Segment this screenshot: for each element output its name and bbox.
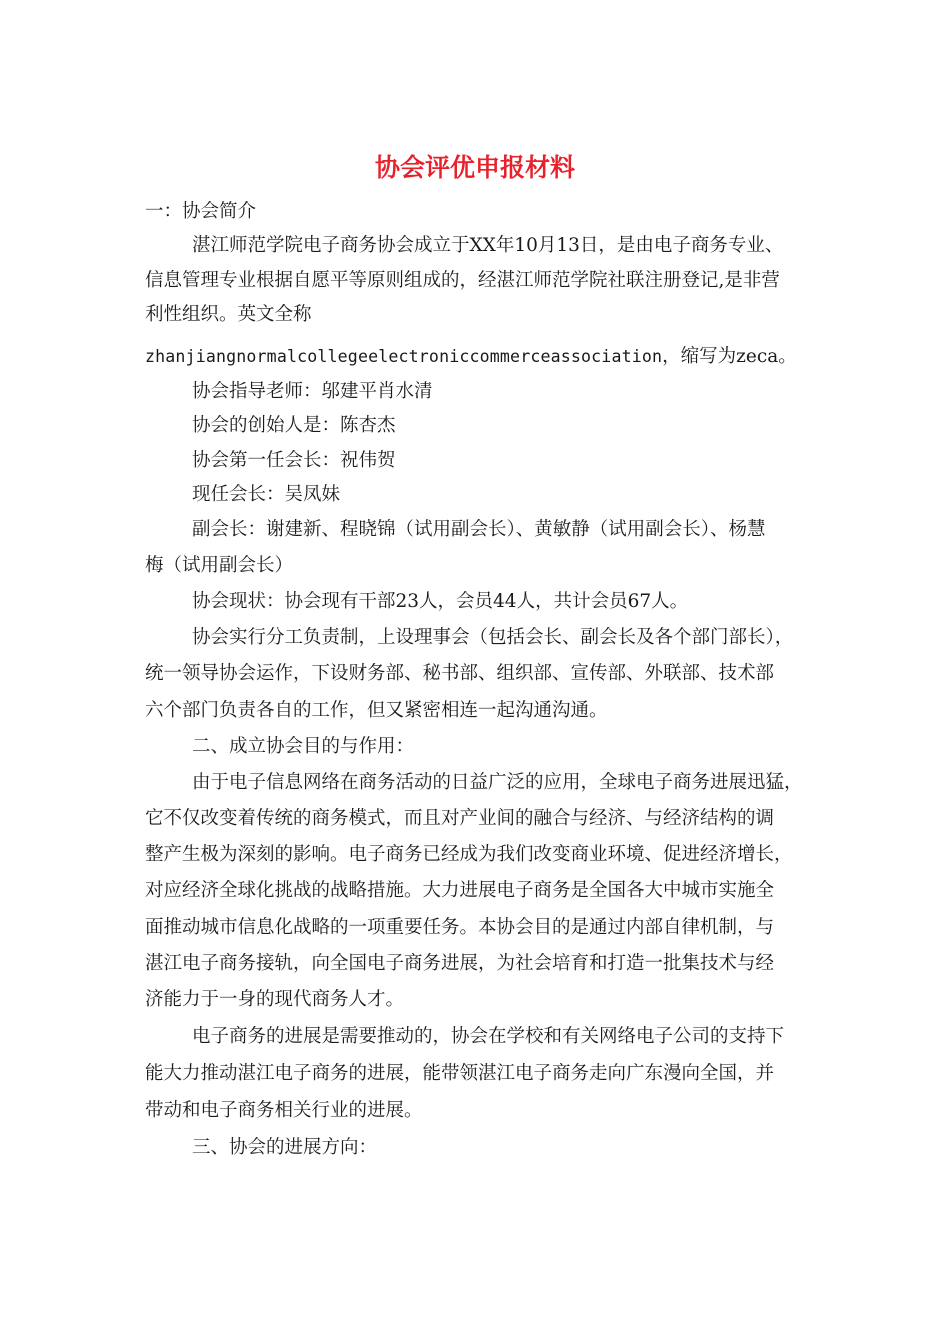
status-line: 协会现状：协会现有干部23人，会员44人，共计会员67人。: [192, 591, 689, 612]
vice-president-line-cont: 梅（试用副会长）: [145, 555, 294, 576]
section-heading-purpose: 二、成立协会目的与作用：: [192, 736, 415, 757]
abbreviation-text: ，缩写为zeca。: [662, 346, 797, 367]
section-heading-direction: 三、协会的进展方向：: [192, 1137, 378, 1158]
paragraph-line: 带动和电子商务相关行业的进展。: [145, 1100, 423, 1121]
paragraph-line: 电子商务的进展是需要推动的，协会在学校和有关网络电子公司的支持下: [192, 1026, 785, 1047]
paragraph-line: 整产生极为深刻的影响。电子商务已经成为我们改变商业环境、促进经济增长，: [145, 844, 793, 865]
paragraph-line: 协会实行分工负责制，上设理事会（包括会长、副会长及各个部门部长），: [192, 627, 794, 648]
current-president-line: 现任会长：吴凤妹: [192, 484, 341, 505]
advisor-line: 协会指导老师：邬建平肖水清: [192, 381, 433, 402]
first-president-line: 协会第一任会长：祝伟贺: [192, 450, 396, 471]
paragraph-line: 六个部门负责各自的工作，但又紧密相连一起沟通沟通。: [145, 700, 608, 721]
paragraph-line: 面推动城市信息化战略的一项重要任务。本协会目的是通过内部自律机制，与: [145, 917, 775, 938]
paragraph-line: 它不仅改变着传统的商务模式，而且对产业间的融合与经济、与经济结构的调: [145, 808, 775, 829]
vice-president-line: 副会长：谢建新、程晓锦（试用副会长）、黄敏静（试用副会长）、杨慧: [192, 519, 766, 540]
paragraph-line: 由于电子信息网络在商务活动的日益广泛的应用，全球电子商务进展迅猛，: [192, 772, 803, 793]
paragraph-line: 能大力推动湛江电子商务的进展，能带领湛江电子商务走向广东漫向全国，并: [145, 1063, 775, 1084]
paragraph-line: 对应经济全球化挑战的战略措施。大力进展电子商务是全国各大中城市实施全: [145, 880, 775, 901]
paragraph-line: 济能力于一身的现代商务人才。: [145, 989, 405, 1010]
english-name-line: [145, 340, 797, 374]
english-full-name: zhanjiangnormalcollegeelectroniccommerceassociation: [145, 347, 663, 366]
section-heading-intro: 一：协会简介: [145, 201, 257, 222]
paragraph-line: 湛江师范学院电子商务协会成立于XX年10月13日，是由电子商务专业、: [192, 235, 784, 256]
paragraph-line: 利性组织。英文全称: [145, 304, 312, 325]
paragraph-line: 统一领导协会运作，下设财务部、秘书部、组织部、宣传部、外联部、技术部: [145, 663, 775, 684]
document-title: 协会评优申报材料: [374, 153, 575, 182]
paragraph-line: 湛江电子商务接轨，向全国电子商务进展，为社会培育和打造一批集技术与经: [145, 953, 775, 974]
paragraph-line: 信息管理专业根据自愿平等原则组成的，经湛江师范学院社联注册登记,是非营: [145, 270, 780, 291]
founder-line: 协会的创始人是：陈杏杰: [192, 415, 396, 436]
